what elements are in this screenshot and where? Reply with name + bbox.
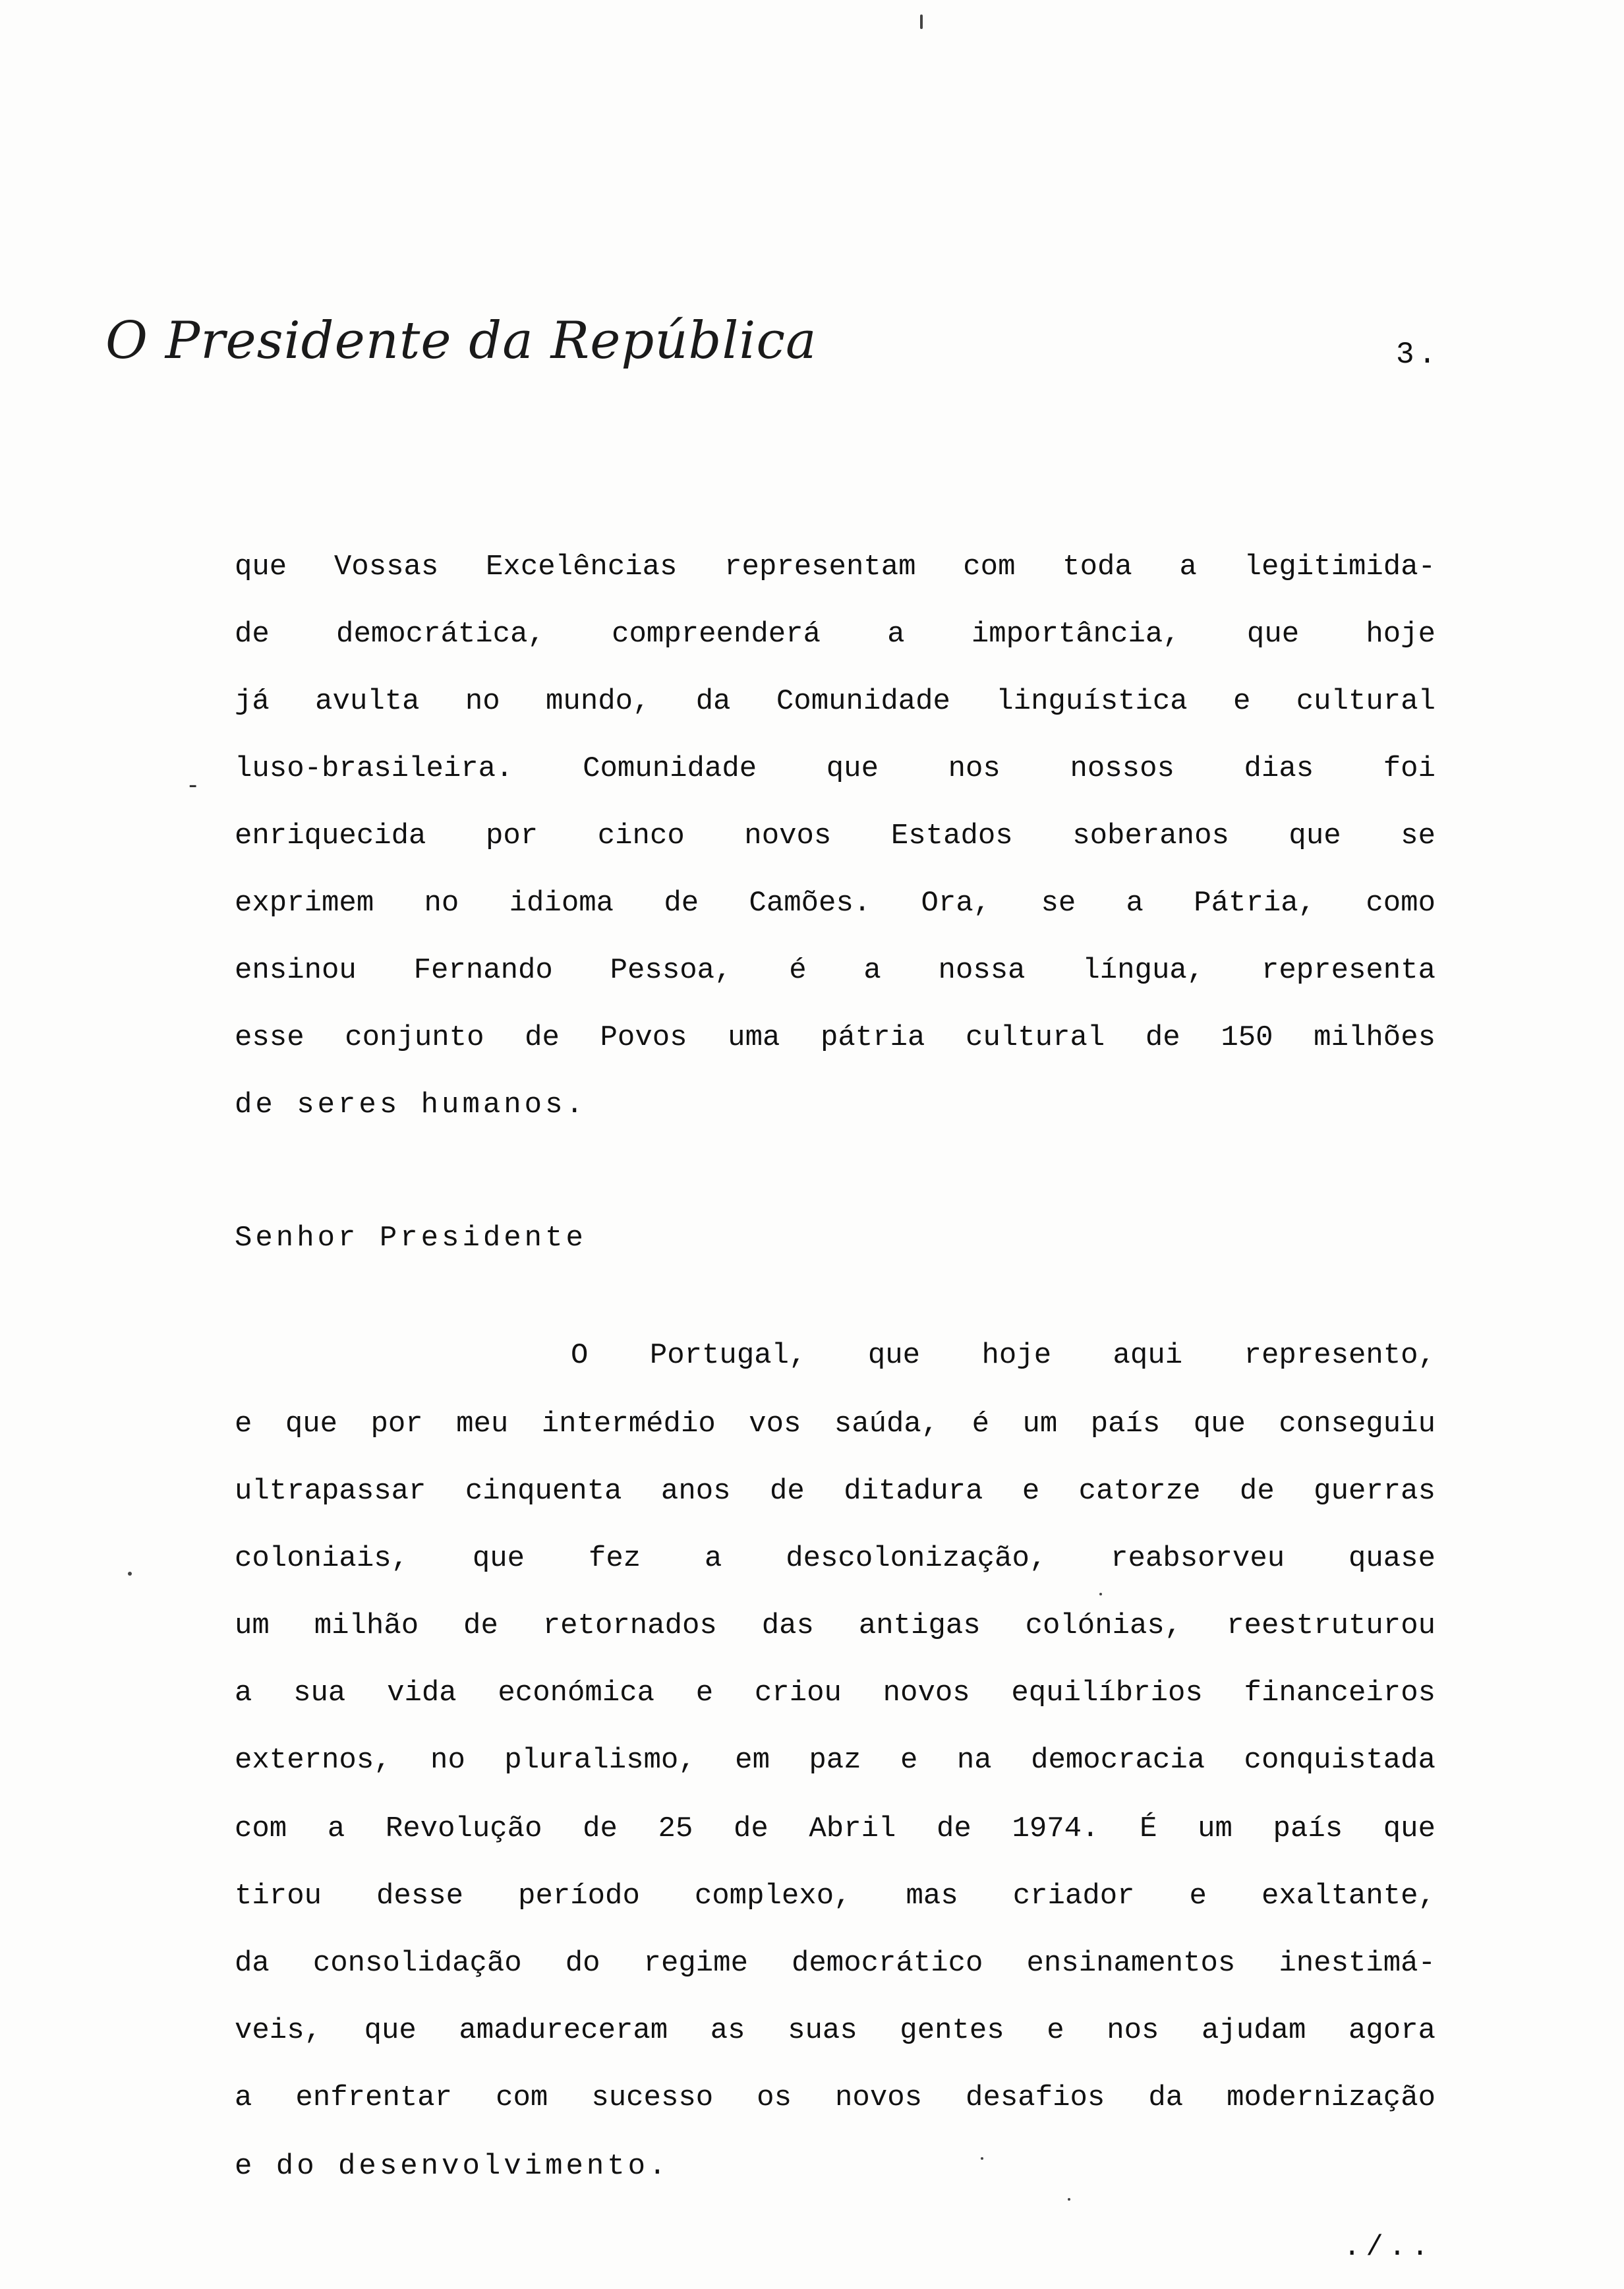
paragraph-2-line: da consolidação do regime democrático ensinamentos inestimá- xyxy=(235,1947,1436,1980)
paragraph-2-line: com a Revolução de 25 de Abril de 1974. É um país que xyxy=(235,1812,1436,1845)
scan-speck xyxy=(1099,1593,1102,1595)
salutation: Senhor Presidente xyxy=(235,1222,587,1255)
paragraph-1-line: de seres humanos. xyxy=(235,1088,587,1121)
paragraph-2-line: a enfrentar com sucesso os novos desafios da modernização xyxy=(235,2081,1436,2114)
paragraph-2-line: veis, que amadureceram as suas gentes e nos ajudam agora xyxy=(235,2014,1436,2047)
paragraph-1-line: ensinou Fernando Pessoa, é a nossa língua, representa xyxy=(235,954,1436,987)
scan-speck xyxy=(128,1572,132,1576)
scan-speck xyxy=(1068,2198,1070,2201)
paragraph-1-line: enriquecida por cinco novos Estados soberanos que se xyxy=(235,819,1436,852)
page-number: 3. xyxy=(1396,338,1441,372)
paragraph-1-line: esse conjunto de Povos uma pátria cultural de 150 milhões xyxy=(235,1021,1436,1054)
continuation-mark: ./.. xyxy=(1343,2231,1434,2264)
scan-speck xyxy=(920,15,923,29)
paragraph-1-line: exprimem no idioma de Camões. Ora, se a Pátria, como xyxy=(235,887,1436,920)
letterhead-title: O Presidente da República xyxy=(105,311,817,371)
paragraph-1-line: luso-brasileira. Comunidade que nos nossos dias foi xyxy=(235,752,1436,785)
paragraph-2-line: a sua vida económica e criou novos equilíbrios financeiros xyxy=(235,1677,1436,1709)
margin-dash-mark: - xyxy=(188,770,198,799)
paragraph-2-line: tirou desse período complexo, mas criador e exaltante, xyxy=(235,1880,1436,1913)
paragraph-1-line: que Vossas Excelências representam com toda a legitimida- xyxy=(235,550,1436,583)
paragraph-2-line: e do desenvolvimento. xyxy=(235,2150,670,2183)
paragraph-2-line: um milhão de retornados das antigas colónias, reestruturou xyxy=(235,1609,1436,1642)
paragraph-1-line: já avulta no mundo, da Comunidade linguística e cultural xyxy=(235,685,1436,718)
paragraph-2-line: externos, no pluralismo, em paz e na democracia conquistada xyxy=(235,1744,1436,1777)
paragraph-2-line: coloniais, que fez a descolonização, reabsorveu quase xyxy=(235,1542,1436,1575)
scan-speck xyxy=(981,2157,983,2160)
paragraph-2-line: O Portugal, que hoje aqui represento, xyxy=(571,1339,1436,1372)
paragraph-2-line: e que por meu intermédio vos saúda, é um país que conseguiu xyxy=(235,1408,1436,1441)
paragraph-2-line: ultrapassar cinquenta anos de ditadura e catorze de guerras xyxy=(235,1475,1436,1508)
paragraph-1-line: de democrática, compreenderá a importância, que hoje xyxy=(235,618,1436,651)
